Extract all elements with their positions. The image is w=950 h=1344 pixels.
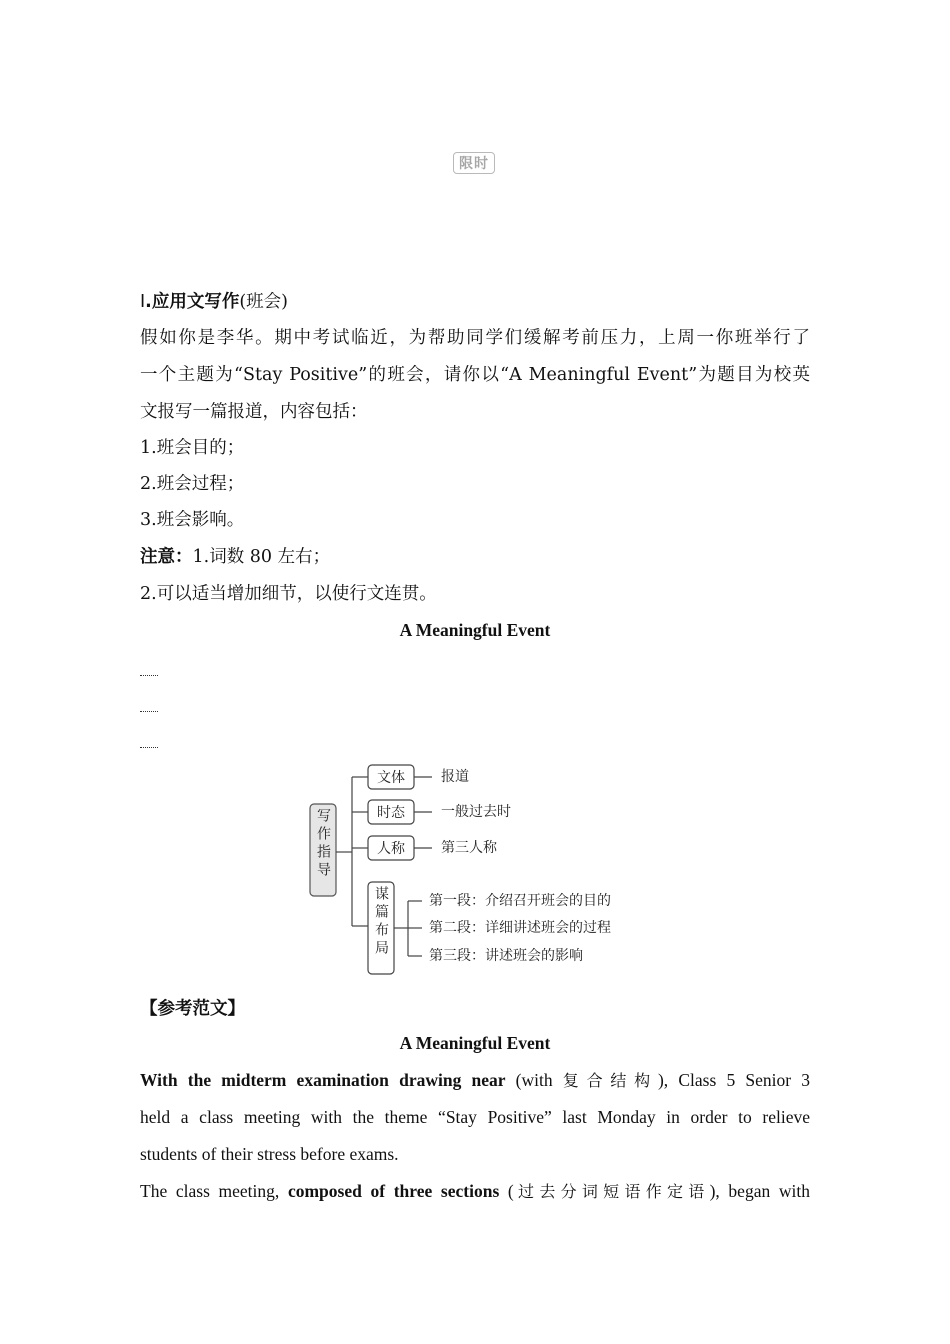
writing-guide-diagram (300, 760, 660, 985)
sample-p1-line2: held a class meeting with the theme “Stay Positive” last Monday in order to relieve (140, 1107, 810, 1127)
sample-p2-a: The class meeting, (140, 1181, 288, 1201)
diagram-layout-item-1: 第一段：介绍召开班会的目的 (429, 893, 611, 909)
section-title (140, 289, 810, 314)
diagram-layout-item-2: 第二段：详细讲述班会的过程 (429, 920, 611, 936)
sample-p1-a: (with (505, 1070, 563, 1090)
reference-heading: 【参考范文】 (140, 999, 245, 1019)
sample-p2-line1 (140, 1179, 810, 1204)
prompt-line-1: 假如你是李华。期中考试临近，为帮助同学们缓解考前压力，上周一你班举行了 (140, 328, 810, 348)
point-2: 2.班会过程； (140, 474, 245, 494)
essay-title: A Meaningful Event (399, 620, 551, 640)
diagram-genre-box: 文体 (377, 770, 405, 786)
section-roman: Ⅰ (140, 291, 146, 311)
time-limit-badge: 限时 (453, 152, 495, 174)
diagram-genre-text: 报道 (441, 769, 469, 785)
sample-p2-note: 过去分词短语作定语 (513, 1182, 710, 1201)
sample-p1-line3: students of their stress before exams. (140, 1144, 399, 1164)
section-paren: (班会) (239, 292, 288, 312)
prompt-line-2: 一个主题为“Stay Positive”的班会，请你以“A Meaningful Event”为题目为校英 (140, 365, 810, 385)
answer-line-2 (140, 711, 158, 712)
prompt-line-3: 文报写一篇报道，内容包括： (140, 402, 368, 422)
sample-p2-bold: composed of three sections (287, 1181, 500, 1201)
sample-p2-c: ), began with (709, 1181, 810, 1201)
sample-p1-note: 复合结构 (562, 1071, 658, 1090)
sample-p1-b: ), Class 5 Senior 3 (657, 1070, 810, 1090)
note-line-2: 2.可以适当增加细节，以使行文连贯。 (140, 584, 437, 604)
sample-title: A Meaningful Event (399, 1033, 551, 1053)
sample-p1-bold: With the midterm examination drawing near (140, 1070, 506, 1090)
note-label: 注意： (140, 547, 193, 567)
note-line-1 (140, 545, 810, 569)
diagram-layout-box: 谋篇布局 (373, 886, 389, 958)
answer-line-1 (140, 675, 158, 676)
point-3: 3.班会影响。 (140, 510, 245, 530)
diagram-tense-box: 时态 (377, 805, 405, 821)
section-label: .应用文写作 (145, 292, 240, 312)
sample-p1-line1 (140, 1068, 810, 1093)
diagram-tense-text: 一般过去时 (441, 804, 511, 820)
point-1: 1.班会目的； (140, 438, 245, 458)
diagram-root-label: 写作指导 (315, 808, 331, 880)
sample-p2-b: ( (499, 1181, 514, 1201)
diagram-person-text: 第三人称 (441, 840, 497, 856)
diagram-layout-item-3: 第三段：讲述班会的影响 (429, 948, 583, 964)
note-item-1: 1.词数 80 左右； (192, 547, 331, 567)
diagram-person-box: 人称 (377, 841, 405, 857)
answer-line-3 (140, 747, 158, 748)
